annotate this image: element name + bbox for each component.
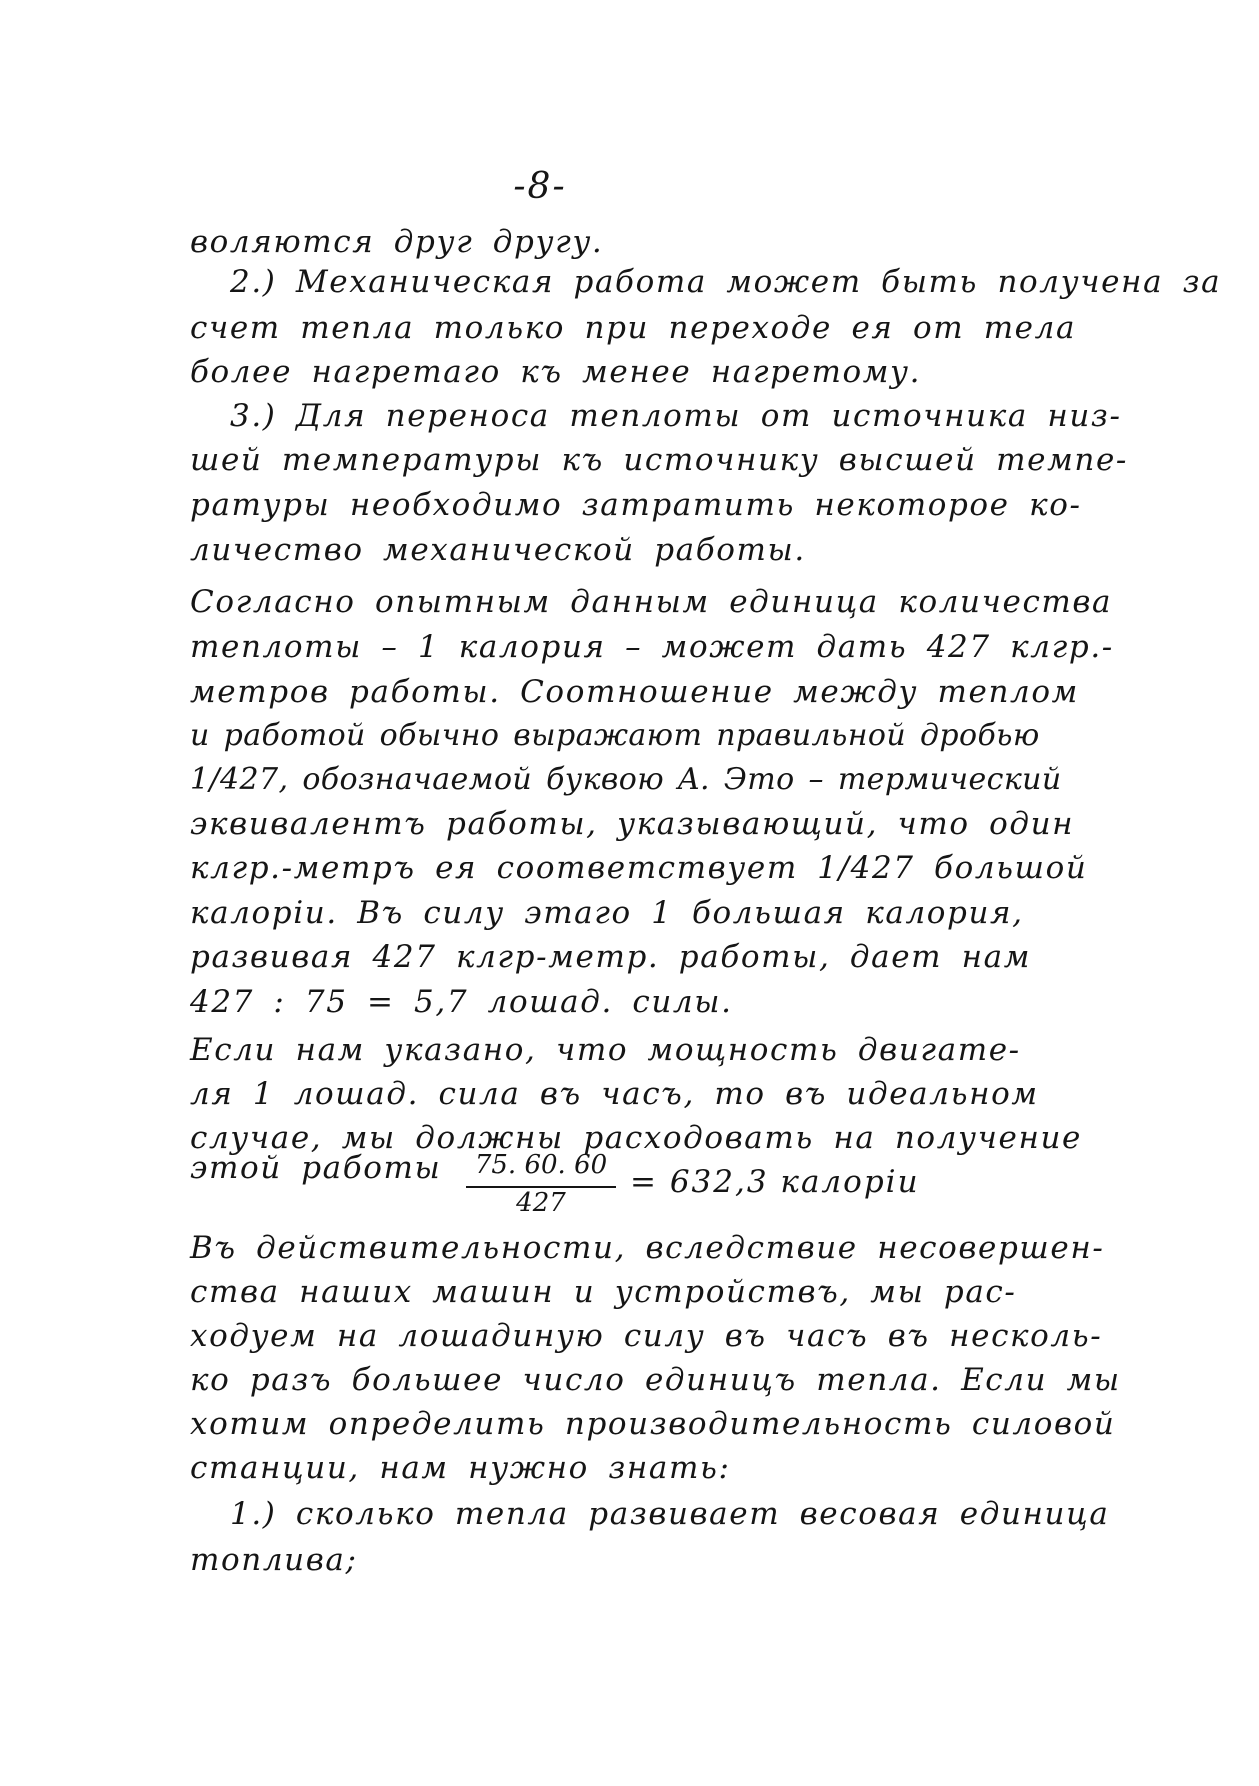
text-line: Въ действительности, вследствие несовершен- (190, 1230, 1105, 1266)
formula-result: = 632,3 калорiи (630, 1164, 920, 1200)
text-line: 427 : 75 = 5,7 лошад. силы. (190, 984, 733, 1020)
text-line: метров работы. Соотношение между теплом (190, 674, 1079, 710)
text-line: воляются друг другу. (190, 224, 604, 260)
text-line: эквивалентъ работы, указывающий, что один (190, 806, 1075, 842)
text-line: более нагретаго къ менее нагретому. (190, 354, 922, 390)
text-line: ля 1 лошад. сила въ часъ, то въ идеальном (190, 1076, 1039, 1112)
formula-numerator: 75. 60. 60 (474, 1150, 608, 1180)
text-line: хотим определить производительность силовой (190, 1406, 1116, 1442)
formula (466, 1150, 946, 1220)
text-line: 2.) Механическая работа может быть получена за (230, 264, 1222, 300)
text-line: этой работы (190, 1150, 442, 1186)
text-line: ратуры необходимо затратить некоторое ко- (190, 487, 1082, 523)
text-line: шей температуры къ источнику высшей темпе- (190, 442, 1128, 478)
text-line: ходуем на лошадиную силу въ часъ въ несколь- (190, 1318, 1103, 1354)
text-line: счет тепла только при переходе ея от тела (190, 310, 1077, 346)
text-line: развивая 427 клгр-метр. работы, дает нам (190, 939, 1031, 975)
page-number: -8- (513, 166, 567, 207)
text-line: случае, мы должны расходовать на получение (190, 1120, 1082, 1156)
text-line: ко разъ большее число единицъ тепла. Если мы (190, 1362, 1121, 1398)
text-line: станции, нам нужно знать: (190, 1450, 731, 1486)
text-line: топлива; (190, 1542, 358, 1578)
text-line: и работой обычно выражают правильной дробью (190, 718, 1040, 753)
text-line: Если нам указано, что мощность двигате- (190, 1032, 1021, 1068)
text-line: Согласно опытным данным единица количества (190, 584, 1113, 620)
formula-denominator: 427 (516, 1188, 566, 1218)
text-line: калорiи. Въ силу этаго 1 большая калория, (190, 895, 1024, 931)
text-line: клгр.-метръ ея соответствует 1/427 большой (190, 850, 1088, 886)
text-line: 1.) сколько тепла развивает весовая единица (230, 1496, 1110, 1532)
text-line: личество механической работы. (190, 532, 806, 568)
text-line: ства наших машин и устройствъ, мы рас- (190, 1274, 1017, 1310)
text-line: теплоты – 1 калория – может дать 427 клгр.- (190, 629, 1114, 665)
text-line: 1/427, обозначаемой буквою A. Это – термический (190, 762, 1062, 797)
text-line: 3.) Для переноса теплоты от источника низ- (230, 398, 1122, 434)
